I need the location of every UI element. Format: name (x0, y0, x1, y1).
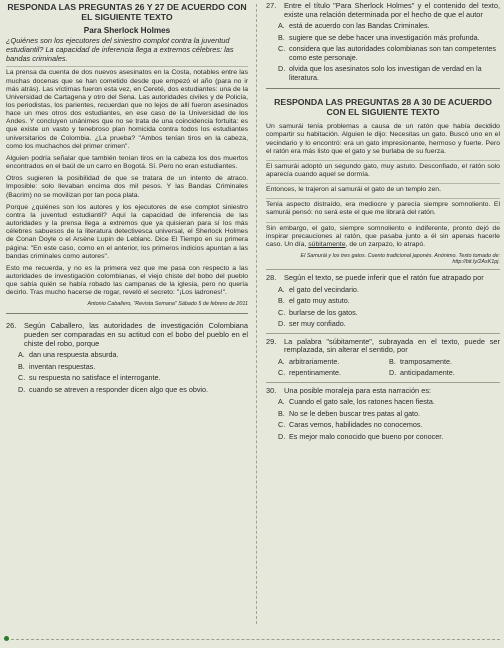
option-letter: B. (278, 408, 285, 418)
answer-option-a[interactable] (18, 351, 248, 360)
divider (266, 183, 500, 184)
option-letter: B. (278, 32, 285, 42)
paragraph: Tenía aspecto distraído, era mediocre y parecía siempre somnoliento. El samurái pensó: no será este el que me librará del ratón. (266, 201, 500, 217)
answer-option-c[interactable] (18, 374, 248, 383)
option-letter: A. (278, 284, 285, 294)
option-letter: D. (389, 368, 397, 378)
option-text: tramposamente. (400, 356, 452, 366)
option-text: arbitrariamente. (289, 356, 340, 366)
answer-option-b[interactable] (278, 297, 500, 306)
option-letter: B. (389, 356, 396, 366)
option-text: está de acuerdo con las Bandas Criminales. (289, 21, 430, 31)
section-header-28-30: RESPONDA LAS PREGUNTAS 28 A 30 DE ACUERDO CON EL SIGUIENTE TEXTO (274, 97, 492, 118)
answer-option-b[interactable] (278, 410, 500, 419)
option-text: su respuesta no satisface el interrogante. (29, 373, 161, 383)
option-letter: A. (278, 21, 285, 31)
option-text: Es mejor malo conocido que bueno por conocer. (289, 431, 444, 441)
question-text: Entre el título "Para Sherlock Holmes" y el contenido del texto, existe una relación determinada por el hecho de que el autor (284, 1, 500, 19)
option-text: sugiere que se debe hacer una investigación más profunda. (289, 32, 480, 42)
option-text: el gato muy astuto. (289, 296, 350, 306)
divider (6, 66, 248, 67)
question-number: 29. (266, 336, 277, 346)
option-letter: B. (278, 296, 285, 306)
answer-option-b[interactable] (278, 34, 500, 43)
divider (266, 160, 500, 161)
option-text: olvida que los asesinatos solo los investigan de verdad en la literatura. (289, 64, 482, 82)
paragraph-text: Sin embargo, el gato, siempre somnoliento e indiferente, pronto dejó de inspirar precauciones al ratón, que pasaba junto a él sin apenas hacerle caso. Un día, (266, 224, 500, 248)
divider (266, 198, 500, 199)
option-letter: A. (278, 397, 285, 407)
answer-option-b[interactable] (389, 358, 500, 367)
option-text: cuando se atreven a responder dicen algo que es obvio. (29, 384, 209, 394)
option-letter: D. (278, 431, 286, 441)
bullet-dot-icon (4, 636, 9, 641)
option-letter: C. (278, 44, 286, 54)
text-title: Para Sherlock Holmes (83, 26, 171, 35)
option-letter: C. (278, 420, 286, 430)
option-text: anticipadamente. (400, 368, 455, 378)
answer-option-c[interactable] (278, 421, 500, 430)
answer-option-c[interactable] (278, 369, 389, 378)
answer-option-d[interactable] (278, 320, 500, 329)
option-text: inventan respuestas. (29, 361, 96, 371)
answer-option-a[interactable] (278, 398, 500, 407)
answer-option-a[interactable] (278, 22, 500, 31)
question-27 (266, 2, 500, 82)
paragraph (266, 225, 500, 249)
answer-option-d[interactable] (278, 65, 500, 82)
option-letter: C. (18, 373, 26, 383)
paragraph: La prensa da cuenta de dos nuevos asesinatos en la Costa, notables entre las muchas docenas que se han cometido desde que empezó el año (para no ir más atrás). Las víctimas fueron esta vez, en Cereté, dos estudiantes: una de la Universidad de Cartagena y otro del Sena. Las autoridades civiles y de Policía, los periodistas, los parientes, recuerdan que no lejos de allí fueron asesinados hace un mes otros dos estudiantes, en ese caso de la Universidad de los Andes. Y concluyen unánimes que no se trata de una coincidencia fortuita: es que existe un vasto y tenebroso plan homicida contra todos los estudiantes universitarios de Colombia. ¿La prueba? "Ambos tenían tiros en la cabeza, como los muchachos del primer crimen". (6, 69, 248, 150)
source-credit: El Samurái y los tres gatos. Cuento tradicional japonés. Anónimo. Texto tomado de: http://bit.ly/2AsK1pj. (300, 253, 500, 266)
option-text: No se le deben buscar tres patas al gato. (289, 408, 421, 418)
divider (266, 88, 500, 89)
option-text: repentinamente. (289, 368, 341, 378)
paragraph: Esto me recuerda, y no es la primera vez que me pasa con respecto a las autoridades de investigación colombianas, el viejo chiste del bobo del pueblo que sabía quién se había robado las campanas de la iglesia, pero no quería decirlo. Tras mucho hacerse de rogar, reveló el secreto: "¡Los ladrones!". (6, 264, 248, 297)
question-text: Según el texto, se puede inferir que el ratón fue atrapado por (284, 273, 484, 283)
paragraph: El samurái adoptó un segundo gato, muy astuto. Desconfiado, el ratón solo aparecía cuando aquel se dormía. (266, 162, 500, 178)
option-text: el gato del vecindario. (289, 284, 359, 294)
option-text: dan una respuesta absurda. (29, 350, 119, 360)
option-text: Caras vemos, habilidades no conocemos. (289, 420, 423, 430)
answer-option-d[interactable] (278, 433, 500, 442)
option-letter: A. (278, 356, 285, 366)
option-letter: C. (278, 368, 286, 378)
option-text: Cuando el gato sale, los ratones hacen fiesta. (289, 397, 435, 407)
question-number: 28. (266, 273, 277, 283)
option-text: burlarse de los gatos. (289, 307, 358, 317)
right-column (266, 2, 500, 444)
divider (266, 269, 500, 270)
divider (266, 382, 500, 383)
option-letter: C. (278, 307, 286, 317)
divider (266, 333, 500, 334)
option-text: considera que las autoridades colombianas son tan competentes como este personaje. (289, 44, 496, 62)
option-letter: D. (18, 384, 26, 394)
paragraph: Un samurái tenía problemas a causa de un ratón que había decidido compartir su habitación. Alguien le dijo: Necesitas un gato. Buscó uno en el vecindario y lo encontró: era un gato impresionante, hermoso y fuerte. Pero el ratón era más listo que el gato y se burlaba de su fuerza. (266, 123, 500, 155)
question-28 (266, 274, 500, 329)
question-text: Una posible moraleja para esta narración es: (284, 385, 432, 395)
paragraph: Alguien podría señalar que también tenían tiros en la cabeza los dos muertos encontrados en el baúl de un carro en Bogotá. Sí. Pero no eran estudiantes. (6, 154, 248, 171)
paragraph: Otros sugieren la posibilidad de que se tratara de un intento de atraco. Imposible: solo llevaban encima dos mil pesos. Y las Bandas Criminales (Bacrim) no se movilizan por tan poca plata. (6, 175, 248, 199)
question-26 (6, 322, 248, 394)
option-letter: D. (278, 319, 286, 329)
paragraph: Porque ¿quiénes son los autores y los ejecutores de ese complot siniestro contra la juventud estudiantil? Aquí la capacidad de inferencia de las autoridades y la prensa llega a extremos que ya quisieran para sí los más célebres sabuesos de la literatura detectivesca universal, el Sherlock Holmes de Conan Doyle o el Arsène Lupin de Leblanc. Dice El Tiempo en su primera página: "En este caso, como en el anterior, los primeros indicios apuntan a las bandas criminales como autores". (6, 203, 248, 260)
bottom-dotted-line (6, 639, 500, 640)
question-text: La palabra "súbitamente", subrayada en el texto, puede ser remplazada, sin alterar el sentido, por (284, 336, 500, 355)
question-number: 27. (266, 1, 277, 10)
source-credit: Antonio Caballero, "Revista Semana" Sábado 5 de febrero de 2011 (87, 301, 248, 308)
paragraph-text: , de un zarpazo, lo atrapó. (345, 240, 426, 248)
divider (6, 313, 248, 314)
paragraph: Entonces, le trajeron al samurái el gato de un templo zen. (266, 186, 441, 194)
answer-option-b[interactable] (18, 363, 248, 372)
question-29 (266, 338, 500, 378)
left-column (6, 2, 248, 397)
option-letter: A. (18, 350, 25, 360)
answer-option-a[interactable] (278, 358, 389, 367)
underlined-word: súbitamente (308, 240, 346, 248)
question-text: Según Caballero, las autoridades de investigación Colombiana pueden ser comparadas en su actitud con el bobo del pueblo en el chiste del robo, porque (24, 321, 248, 348)
question-number: 30. (266, 385, 277, 395)
section-header-26-27: RESPONDA LAS PREGUNTAS 26 Y 27 DE ACUERDO CON EL SIGUIENTE TEXTO (7, 2, 247, 22)
text-intro: ¿Quiénes son los ejecutores del siniestro complot contra la juventud estudiantil? La capacidad de inferencia llega a extremos célebres: las bandas criminales. (6, 36, 234, 63)
option-text: ser muy confiado. (289, 319, 346, 329)
column-divider (256, 4, 257, 624)
option-letter: B. (18, 361, 25, 371)
answer-option-d[interactable] (18, 386, 248, 395)
answer-option-d[interactable] (389, 369, 500, 378)
answer-option-a[interactable] (278, 286, 500, 295)
answer-option-c[interactable] (278, 45, 500, 62)
divider (266, 222, 500, 223)
option-letter: D. (278, 64, 286, 74)
question-30 (266, 387, 500, 442)
question-number: 26. (6, 321, 17, 331)
answer-option-c[interactable] (278, 309, 500, 318)
